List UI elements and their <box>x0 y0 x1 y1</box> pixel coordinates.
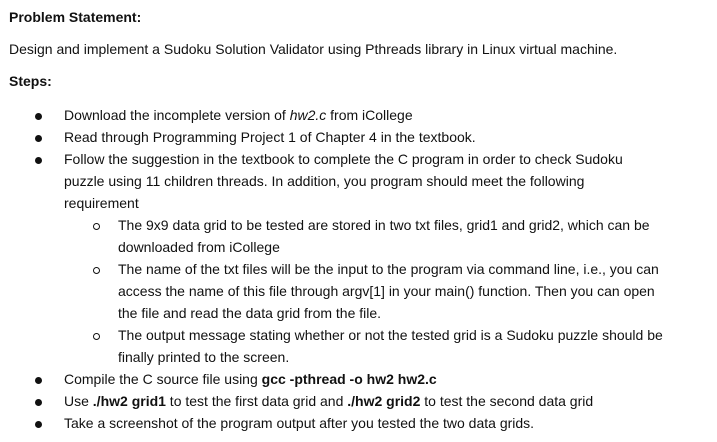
sub-requirement-grid-line-2: downloaded from iCollege <box>118 239 280 255</box>
bullet-icon <box>35 135 42 142</box>
problem-statement-text: Design and implement a Sudoku Solution Validator using Pthreads library in Linux virtual machine. <box>9 41 618 57</box>
step-run-text-c: to test the second data grid <box>420 393 594 409</box>
steps-heading: Steps: <box>9 73 52 89</box>
sub-requirement-input-line-2: access the name of this file through argv[1] in your main() function. Then you can open <box>118 283 655 299</box>
step-compile <box>64 370 437 388</box>
step-compile-prefix: Compile the C source file using <box>64 371 262 387</box>
bullet-icon <box>35 157 42 164</box>
step-run-text-b: to test the first data grid and <box>165 393 348 409</box>
step-follow-line-1: Follow the suggestion in the textbook to complete the C program in order to check Sudoku <box>64 151 623 167</box>
sub-bullet-icon <box>93 333 100 340</box>
step-run-command-2: ./hw2 grid2 <box>347 393 421 409</box>
step-compile-command: gcc -pthread -o hw2 hw2.c <box>261 371 437 387</box>
step-run <box>64 392 593 410</box>
bullet-icon <box>35 421 42 428</box>
step-run-command-1: ./hw2 grid1 <box>92 393 166 409</box>
problem-statement-heading: Problem Statement: <box>9 9 142 25</box>
step-follow-line-3: requirement <box>64 195 139 211</box>
step-download <box>64 106 413 124</box>
sub-requirement-input-line-1: The name of the txt files will be the input to the program via command line, i.e., you can <box>118 261 659 277</box>
sub-requirement-output-line-1: The output message stating whether or not the tested grid is a Sudoku puzzle should be <box>118 327 663 343</box>
bullet-icon <box>35 399 42 406</box>
step-download-file: hw2.c <box>289 107 327 123</box>
sub-requirement-grid-line-1: The 9x9 data grid to be tested are stored in two txt files, grid1 and grid2, which can be <box>118 217 650 233</box>
step-screenshot: Take a screenshot of the program output after you tested the two data grids. <box>64 415 535 431</box>
step-follow-line-2: puzzle using 11 children threads. In addition, you program should meet the following <box>64 173 585 189</box>
step-run-text-a: Use <box>64 393 93 409</box>
step-download-suffix: from iCollege <box>326 107 413 123</box>
step-read: Read through Programming Project 1 of Chapter 4 in the textbook. <box>64 129 476 145</box>
bullet-icon <box>35 377 42 384</box>
bullet-icon <box>35 113 42 120</box>
sub-requirement-output-line-2: finally printed to the screen. <box>118 349 290 365</box>
step-download-prefix: Download the incomplete version of <box>64 107 290 123</box>
sub-requirement-input-line-3: the file and read the data grid from the file. <box>118 305 382 321</box>
sub-bullet-icon <box>93 223 100 230</box>
sub-bullet-icon <box>93 267 100 274</box>
